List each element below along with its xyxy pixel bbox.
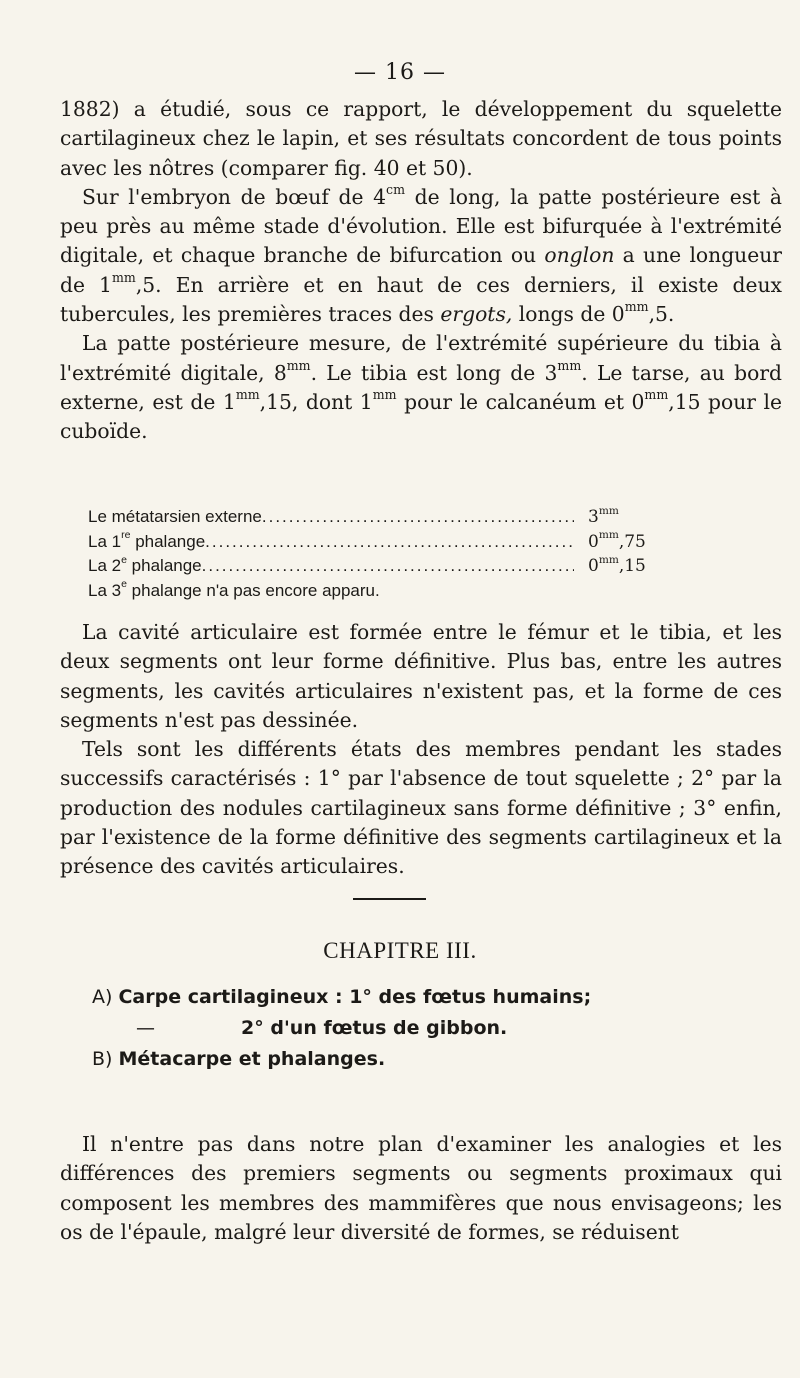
note-b: phalange n'a pas encore apparu. <box>126 580 380 600</box>
measure-label-text: La 2 <box>88 556 122 575</box>
p3-a: La patte postérieure mesure, de l'extrémité supérieure du tibia à l'extrémité digitale, 8 <box>60 331 782 385</box>
measurements-table <box>88 505 672 603</box>
heading-a-prefix: A) <box>92 986 119 1008</box>
p3-e: pour le calcanéum et 0 <box>396 389 645 414</box>
measure-label-rest: phalange <box>126 556 202 575</box>
measure-note <box>88 579 672 604</box>
measure-label-text: La 1 <box>88 531 122 551</box>
p2-f: ,5. <box>648 302 675 327</box>
chapter-headings <box>92 982 792 1075</box>
measure-row <box>88 554 672 579</box>
measure-value <box>574 505 672 530</box>
unit-mm: mm <box>644 387 669 403</box>
term-ergots: ergots, <box>440 302 513 327</box>
text-block-middle <box>60 618 782 882</box>
text-block-bottom <box>60 1130 782 1247</box>
paragraph-6: Il n'entre pas dans notre plan d'examiner les analogies et les différences des premiers segments ou segments proximaux qui composent les membres des mammifères que nous envisageons; les os de l'épaule, malgré leur diversité de formes, se réduisent <box>60 1132 782 1244</box>
measure-value-unit: mm <box>598 529 619 542</box>
measure-label-sup: e <box>121 553 127 566</box>
note-a: La 3 <box>88 580 122 600</box>
note-sup: e <box>121 578 127 591</box>
measure-value-num: 0 <box>588 531 599 552</box>
heading-a2 <box>92 1013 792 1044</box>
p2-a: Sur l'embryon de bœuf de 4 <box>82 184 387 209</box>
paragraph-1 <box>60 95 782 183</box>
p3-c: . Le tarse, au bord externe, est de 1 <box>60 360 782 414</box>
paragraph-2 <box>60 183 782 329</box>
measure-value-num: 0 <box>588 556 599 576</box>
measure-value-unit: mm <box>598 553 619 566</box>
p3-d: ,15, dont 1 <box>259 389 373 414</box>
measure-label-sup: re <box>121 529 131 542</box>
measure-value <box>574 554 672 579</box>
heading-a <box>92 982 792 1013</box>
paragraph-1-text: 1882) a étudié, sous ce rapport, le développement du squelette cartilagineux chez le lapin, et ses résultats concordent de tous points avec les nôtres (comparer fig. 40 et 50). <box>60 97 782 180</box>
p3-f: ,15 pour le cuboïde. <box>60 389 782 444</box>
term-onglon: onglon <box>544 243 615 268</box>
measure-label <box>88 554 202 579</box>
measure-label-rest: phalange <box>130 531 206 551</box>
paragraph-3 <box>60 329 782 446</box>
heading-b-text: Métacarpe et phalanges. <box>118 1048 386 1070</box>
unit-mm: mm <box>286 358 311 374</box>
paragraph-5: Tels sont les différents états des membres pendant les stades successifs caractérisés : 1° par l'absence de tout squelette ; 2° par la production des nodules cartilagineux sans forme définitive ; 3° enfin, par l'existence de la forme définitive des segments cartilagineux et la présence des cavités articulaires. <box>60 737 782 879</box>
dot-leader <box>262 505 574 530</box>
section-divider <box>353 898 426 900</box>
heading-b-prefix: B) <box>92 1048 119 1070</box>
heading-a-text: Carpe cartilagineux : 1° des fœtus humains; <box>118 986 592 1008</box>
measure-value-rest: ,15 <box>618 556 646 576</box>
heading-a2-text: 2° d'un fœtus de gibbon. <box>241 1017 508 1039</box>
text-block-top <box>60 95 782 447</box>
unit-mm: mm <box>372 387 397 403</box>
measure-value-rest: ,75 <box>618 531 646 552</box>
measure-row <box>88 505 672 530</box>
unit-cm: cm <box>386 182 406 198</box>
p2-d: ,5. En arrière et en haut de ces derniers, il existe deux tubercules, les premières traces des <box>60 272 782 327</box>
page-number: — 16 — <box>354 60 446 85</box>
paragraph-4: La cavité articulaire est formée entre le fémur et le tibia, et les deux segments ont leur forme définitive. Plus bas, entre les autres segments, les cavités articulaires n'existent pas, et la forme de ces segments n'est pas dessinée. <box>60 620 782 732</box>
p2-e: longs de 0 <box>512 302 625 327</box>
measure-row <box>88 530 672 555</box>
p2-c: a une longueur de 1 <box>60 243 783 297</box>
measure-label <box>88 530 205 555</box>
p2-b: de long, la patte postérieure est à peu près au même stade d'évolution. Elle est bifurquée à l'extrémité digitale, et chaque branche de bifurcation ou <box>60 184 782 268</box>
dot-leader <box>202 554 574 579</box>
heading-a2-prefix: — <box>136 1017 162 1039</box>
chapter-title: CHAPITRE III. <box>323 938 477 963</box>
unit-mm: mm <box>235 387 260 403</box>
measure-value-num: 3 <box>588 507 599 527</box>
unit-mm: mm <box>111 270 136 286</box>
dot-leader <box>205 530 574 555</box>
p3-b: . Le tibia est long de 3 <box>310 360 558 385</box>
measure-label-text: Le métatarsien externe <box>88 507 262 526</box>
heading-b <box>92 1044 792 1075</box>
measure-value-unit: mm <box>598 504 619 517</box>
unit-mm: mm <box>557 358 582 374</box>
measure-label <box>88 505 262 530</box>
measure-value <box>574 530 672 555</box>
unit-mm: mm <box>624 299 649 315</box>
